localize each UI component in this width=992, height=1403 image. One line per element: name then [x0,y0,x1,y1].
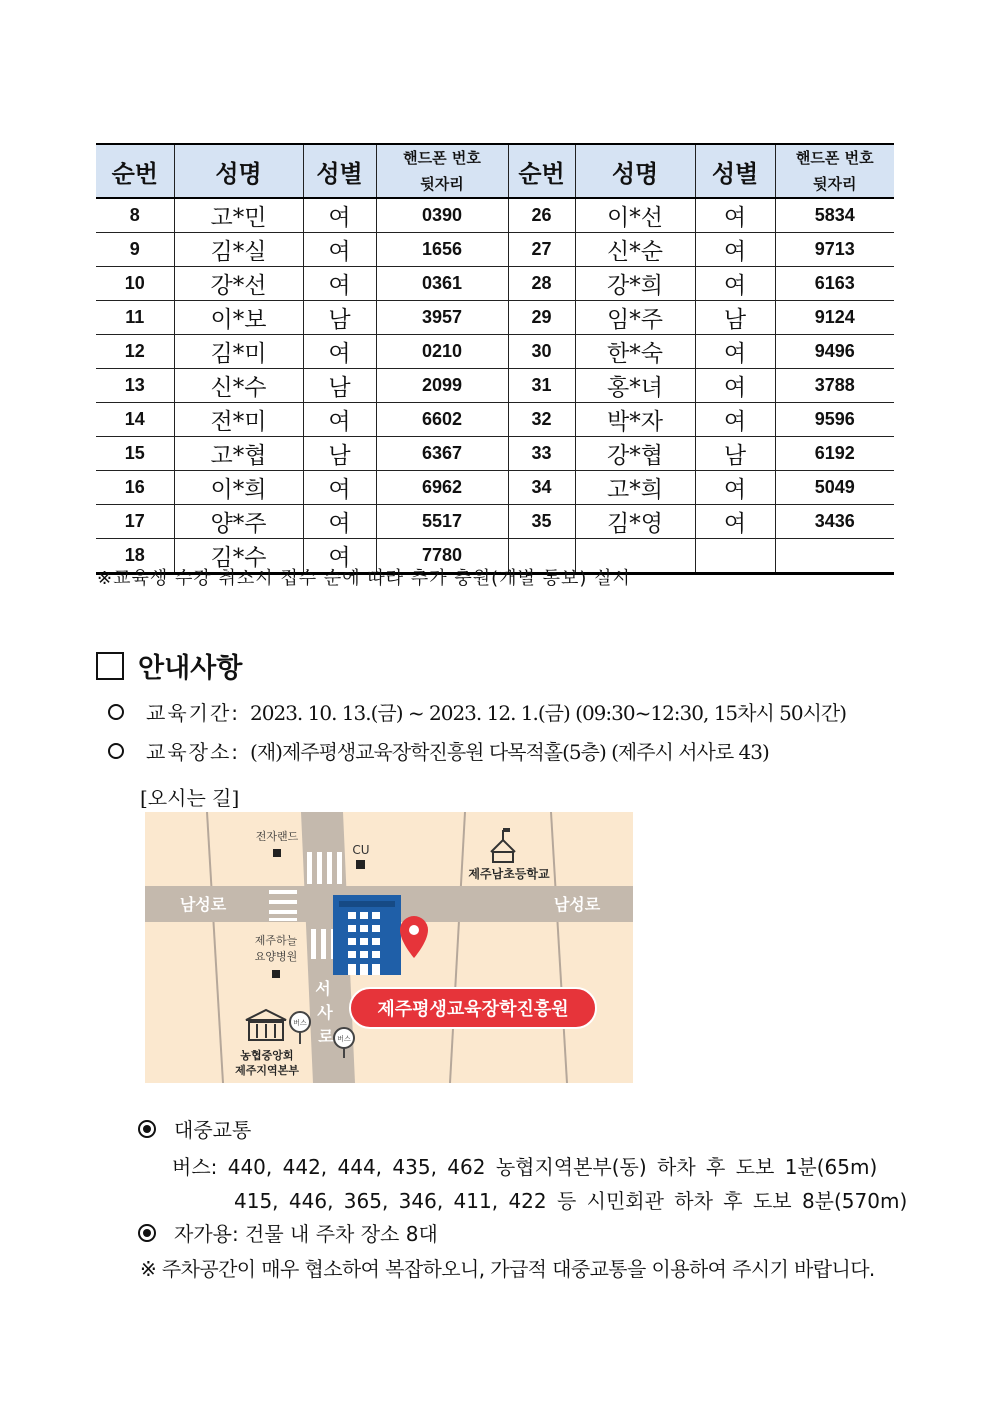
name-cell: 전*미 [174,403,303,437]
name-cell: 고*민 [174,198,303,233]
school-flag [503,828,510,832]
row-number: 10 [96,267,174,301]
sex-cell: 여 [303,198,376,233]
sex-cell: 여 [695,505,775,539]
row-number: 29 [508,301,575,335]
place-item [108,736,769,765]
sex-cell: 남 [303,369,376,403]
header-no: 순번 [96,144,174,198]
bus-stop-label: 버스 [337,1035,351,1043]
transit-item [138,1114,251,1143]
table-row [96,198,894,233]
building-roof [339,901,395,907]
header-phone-line1: 핸드폰 번호 [795,149,874,167]
table-row [96,505,894,539]
road-label-vertical-2: 사 [317,1003,333,1022]
phone-cell: 6962 [376,471,508,505]
name-cell: 강*협 [575,437,695,471]
phone-cell: 6163 [775,267,894,301]
road-label-right: 남성로 [553,895,601,914]
name-cell: 김*수 [174,539,303,574]
transit-line-1: 버스: 440, 442, 444, 435, 462 농협지역본부(동) 하차 후 도보 1분(65m) [172,1155,878,1179]
phone-cell: 0361 [376,267,508,301]
name-cell: 강*선 [174,267,303,301]
place-label: 교육장소: [146,740,241,764]
label-school: 제주남초등학교 [468,867,550,881]
name-cell: 신*순 [575,233,695,267]
sex-cell: 여 [695,267,775,301]
phone-cell [775,539,894,574]
location-map [145,812,633,1083]
row-number: 31 [508,369,575,403]
phone-cell: 0210 [376,335,508,369]
row-number: 11 [96,301,174,335]
header-phone-line2: 뒷자리 [420,175,464,193]
road-label-vertical-1: 서 [315,979,331,998]
row-number: 8 [96,198,174,233]
header-phone [775,144,894,198]
road-label-vertical-3: 로 [318,1027,334,1046]
header-sex: 성별 [695,144,775,198]
name-cell: 임*주 [575,301,695,335]
sex-cell: 남 [303,437,376,471]
circle-bullet-icon [108,704,124,720]
radio-bullet-icon [138,1224,156,1242]
row-number: 15 [96,437,174,471]
enrollment-note: ※교육생 수강 취소시 접수 순에 따라 추가 충원(개별 통보) 실시 [97,568,631,589]
row-number: 30 [508,335,575,369]
car-item [138,1218,438,1247]
transit-line-2: 415, 446, 365, 346, 411, 422 등 시민회관 하차 후 도보 8분(570m) [234,1189,908,1213]
marker-electronics [273,849,281,857]
sex-cell: 여 [303,267,376,301]
sex-cell: 남 [695,437,775,471]
table-header-row [96,144,894,198]
name-cell: 이*선 [575,198,695,233]
phone-cell: 7780 [376,539,508,574]
phone-cell: 5517 [376,505,508,539]
phone-cell: 9596 [775,403,894,437]
label-electronics: 전자랜드 [255,830,299,843]
sex-cell: 여 [303,233,376,267]
phone-cell: 6192 [775,437,894,471]
sex-cell: 여 [695,369,775,403]
car-text: 자가용: 건물 내 주차 장소 8대 [174,1222,438,1246]
header-phone-line1: 핸드폰 번호 [403,149,481,167]
header-phone-line2: 뒷자리 [813,175,857,193]
phone-cell: 3957 [376,301,508,335]
header-name: 성명 [575,144,695,198]
name-cell: 김*실 [174,233,303,267]
table-row [96,267,894,301]
phone-cell: 9713 [775,233,894,267]
phone-cell: 1656 [376,233,508,267]
header-no: 순번 [508,144,575,198]
row-number: 16 [96,471,174,505]
name-cell: 고*희 [575,471,695,505]
row-number: 32 [508,403,575,437]
header-sex: 성별 [303,144,376,198]
row-number: 18 [96,539,174,574]
table-row [96,403,894,437]
row-number: 17 [96,505,174,539]
period-value: 2023. 10. 13.(금) ~ 2023. 12. 1.(금) (09:30~12:30, 15차시 50시간) [250,701,847,725]
name-cell: 양*주 [174,505,303,539]
marker-cu [356,860,365,869]
phone-cell: 6602 [376,403,508,437]
sex-cell: 여 [303,471,376,505]
label-bank-1: 농협중앙회 [240,1049,294,1062]
name-cell: 박*자 [575,403,695,437]
parking-note: ※ 주차공간이 매우 협소하여 복잡하오니, 가급적 대중교통을 이용하여 주시기 바랍니다. [140,1257,875,1281]
sex-cell: 남 [695,301,775,335]
phone-cell: 3788 [775,369,894,403]
road-label-left: 남성로 [179,895,227,914]
label-hospital-2: 요양병원 [254,950,298,963]
table-row [96,471,894,505]
period-item [108,697,846,726]
table-row [96,301,894,335]
sex-cell: 여 [695,403,775,437]
period-label: 교육기간: [146,701,241,725]
row-number: 28 [508,267,575,301]
row-number: 26 [508,198,575,233]
row-number: 34 [508,471,575,505]
roster-table [96,143,894,575]
name-cell: 강*희 [575,267,695,301]
row-number: 27 [508,233,575,267]
sex-cell [695,539,775,574]
label-bank-2: 제주지역본부 [235,1064,299,1077]
table-row [96,437,894,471]
sex-cell: 남 [303,301,376,335]
phone-cell: 9124 [775,301,894,335]
name-cell: 홍*녀 [575,369,695,403]
name-cell: 김*미 [174,335,303,369]
sex-cell: 여 [303,403,376,437]
phone-cell: 3436 [775,505,894,539]
sex-cell: 여 [303,505,376,539]
phone-cell: 9496 [775,335,894,369]
radio-bullet-icon [138,1120,156,1138]
label-destination: 제주평생교육장학진흥원 [377,999,569,1020]
phone-cell: 2099 [376,369,508,403]
section-heading [96,646,242,685]
name-cell: 이*희 [174,471,303,505]
place-value: (재)제주평생교육장학진흥원 다목적홀(5층) (제주시 서사로 43) [250,740,769,764]
row-number: 14 [96,403,174,437]
name-cell: 신*수 [174,369,303,403]
checkbox-square-icon [96,652,124,680]
sex-cell: 여 [695,198,775,233]
circle-bullet-icon [108,743,124,759]
name-cell: 이*보 [174,301,303,335]
phone-cell: 5834 [775,198,894,233]
sex-cell: 여 [695,233,775,267]
label-cu: CU [352,843,370,857]
location-pin-dot [409,925,419,935]
sex-cell: 여 [695,471,775,505]
phone-cell: 6367 [376,437,508,471]
header-name: 성명 [174,144,303,198]
section-title: 안내사항 [138,653,243,684]
map-caption: [오시는 길] [140,786,240,810]
name-cell: 고*협 [174,437,303,471]
row-number: 12 [96,335,174,369]
sex-cell: 여 [695,335,775,369]
header-phone [376,144,508,198]
row-number: 35 [508,505,575,539]
phone-cell: 0390 [376,198,508,233]
table-row [96,369,894,403]
transit-title: 대중교통 [174,1118,252,1142]
label-hospital-1: 제주하늘 [254,934,298,947]
row-number: 33 [508,437,575,471]
row-number: 9 [96,233,174,267]
row-number: 13 [96,369,174,403]
name-cell: 김*영 [575,505,695,539]
bus-stop-label: 버스 [293,1019,307,1027]
phone-cell: 5049 [775,471,894,505]
sex-cell: 여 [303,335,376,369]
name-cell: 한*숙 [575,335,695,369]
table-row [96,335,894,369]
table-row [96,233,894,267]
marker-hospital [272,970,280,978]
sex-cell: 여 [303,539,376,574]
